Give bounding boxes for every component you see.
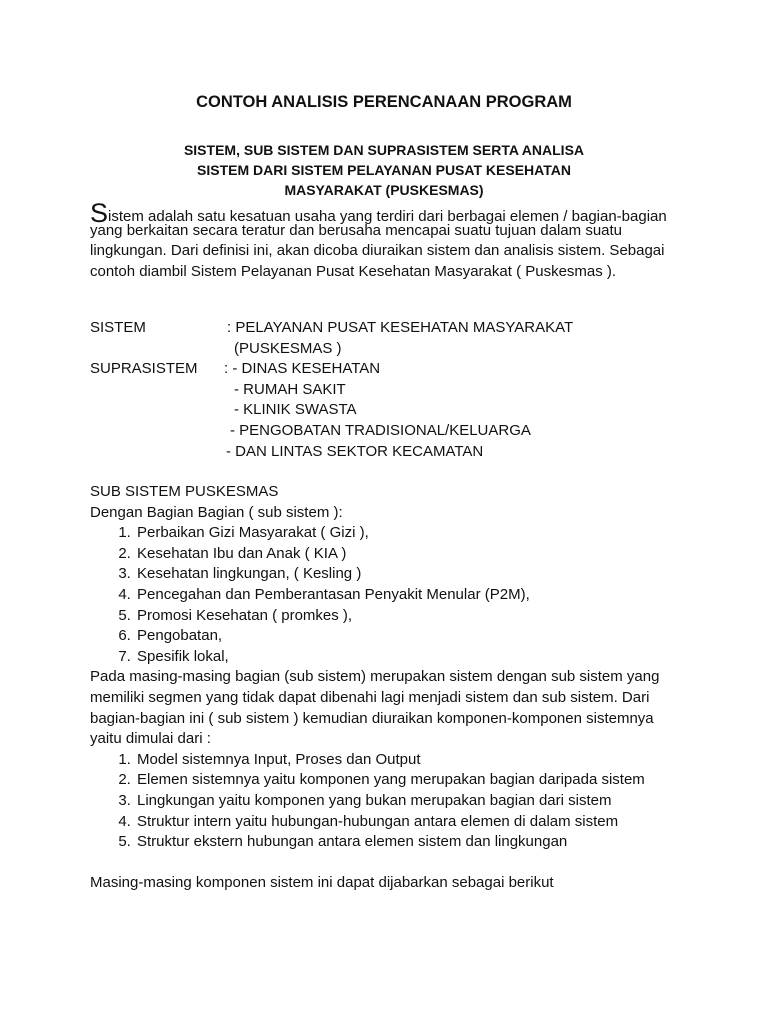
suprasistem-item: - PENGOBATAN TRADISIONAL/KELUARGA (230, 421, 531, 439)
suprasistem-item: : - DINAS KESEHATAN (224, 360, 381, 378)
list-item: 2. Elemen sistemnya yaitu komponen yang merupakan bagian daripada sistem (135, 770, 690, 791)
drop-cap: S (90, 198, 109, 228)
suprasistem-row (90, 380, 690, 401)
list-item: 5. Struktur ekstern hubungan antara elemen sistem dan lingkungan (135, 832, 690, 853)
subtitle-line: SISTEM, SUB SISTEM DAN SUPRASISTEM SERTA ANALISA (183, 142, 585, 158)
suprasistem-row (90, 359, 690, 380)
suprasistem-item: - KLINIK SWASTA (234, 401, 357, 419)
list-item: 5. Promosi Kesehatan ( promkes ), (135, 606, 690, 627)
sistem-row-continued (90, 339, 690, 360)
components-list (90, 750, 690, 853)
list-item: 3. Kesehatan lingkungan, ( Kesling ) (135, 564, 690, 585)
suprasistem-item: - RUMAH SAKIT (234, 380, 346, 398)
paragraph-line: yaitu dimulai dari : (90, 730, 211, 748)
subsystem-section (90, 482, 690, 853)
suprasistem-row (90, 442, 690, 463)
list-item: 4. Pencegahan dan Pemberantasan Penyakit Menular (P2M), (135, 585, 690, 606)
suprasistem-row (90, 400, 690, 421)
paragraph-line: memiliki segmen yang tidak dapat dibenahi lagi menjadi sistem dan sub sistem. Dari (90, 688, 650, 706)
sistem-row (90, 318, 690, 339)
paragraph-line: bagian-bagian ini ( sub sistem ) kemudian diuraikan komponen-komponen sistemnya (90, 709, 654, 727)
suprasistem-item: - DAN LINTAS SEKTOR KECAMATAN (226, 442, 484, 460)
closing-sentence: Masing-masing komponen sistem ini dapat dijabarkan sebagai berikut (90, 874, 554, 891)
subsystem-parts-list (90, 523, 690, 667)
list-item: 2. Kesehatan Ibu dan Anak ( KIA ) (135, 544, 690, 565)
intro-first-line (90, 198, 690, 228)
suprasistem-label: SUPRASISTEM (90, 360, 198, 378)
sistem-value-continued: (PUSKESMAS ) (234, 339, 342, 357)
suprasistem-row (90, 421, 690, 442)
intro-line: contoh diambil Sistem Pelayanan Pusat Kesehatan Masyarakat ( Puskesmas ). (90, 262, 617, 280)
document-title: CONTOH ANALISIS PERENCANAAN PROGRAM (196, 93, 572, 111)
list-item: 4. Struktur intern yaitu hubungan-hubungan antara elemen di dalam sistem (135, 812, 690, 833)
sistem-label: SISTEM (90, 319, 146, 336)
subsystem-heading: SUB SISTEM PUSKESMAS (90, 483, 279, 500)
definitions-block (90, 318, 690, 462)
list-item: 6. Pengobatan, (135, 626, 690, 647)
intro-paragraph (90, 200, 690, 282)
list-item: 1. Perbaikan Gizi Masyarakat ( Gizi ), (135, 523, 690, 544)
intro-line: lingkungan. Dari definisi ini, akan dicoba diuraikan sistem dan analisis sistem. Sebagai (90, 242, 665, 260)
subtitle-line: SISTEM DARI SISTEM PELAYANAN PUSAT KESEHATAN (197, 162, 571, 178)
list-item: 3. Lingkungan yaitu komponen yang bukan merupakan bagian dari sistem (135, 791, 690, 812)
subsystem-lead: Dengan Bagian Bagian ( sub sistem ): (90, 503, 343, 521)
intro-first-line-text: istem adalah satu kesatuan usaha yang terdiri dari berbagai elemen / bagian-bagian (108, 208, 667, 225)
list-item: 7. Spesifik lokal, (135, 647, 690, 668)
subtitle-line: MASYARAKAT (PUSKESMAS) (284, 182, 484, 198)
document-subtitle (0, 140, 768, 200)
list-item: 1. Model sistemnya Input, Proses dan Output (135, 750, 690, 771)
intro-line: yang berkaitan secara teratur dan berusaha mencapai suatu tujuan dalam suatu (90, 221, 623, 239)
sistem-value: : PELAYANAN PUSAT KESEHATAN MASYARAKAT (227, 319, 574, 336)
paragraph-line: Pada masing-masing bagian (sub sistem) merupakan sistem dengan sub sistem yang (90, 668, 660, 686)
